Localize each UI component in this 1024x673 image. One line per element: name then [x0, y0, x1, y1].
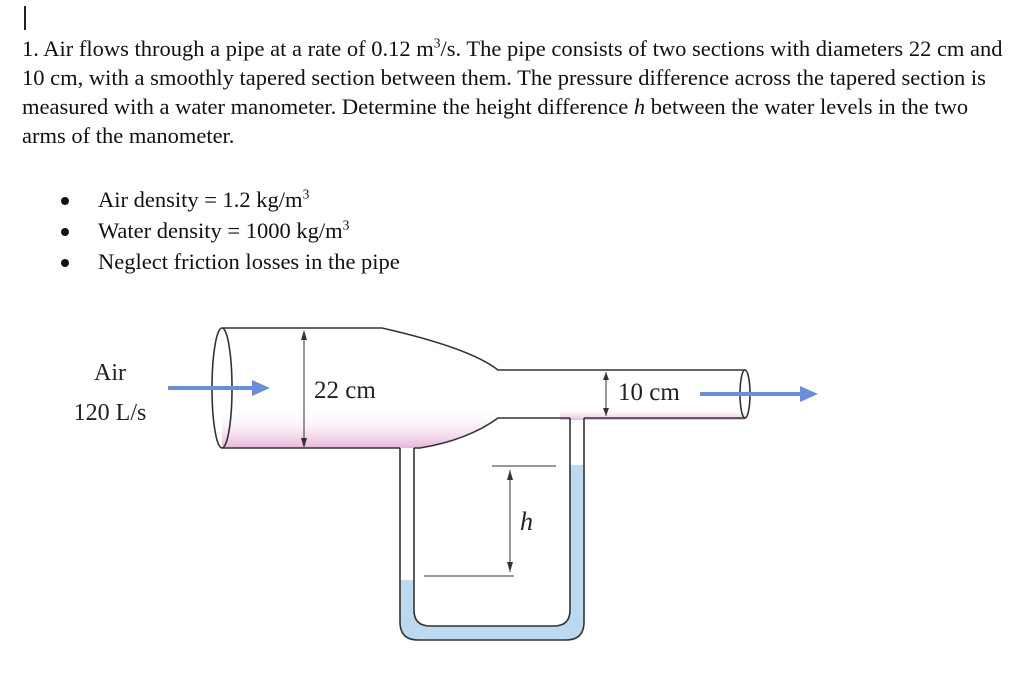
given-text: Air density = 1.2 kg/m [98, 187, 303, 212]
given-sup: 3 [302, 186, 310, 202]
venturi-diagram [0, 300, 1024, 670]
given-text: Neglect friction losses in the pipe [98, 249, 400, 274]
problem-text-2: /s. The pipe consists of two sections with diameters 22 cm and 10 cm, with a smoothly tapered section between them. The pressure difference across the tapered section is measured with a water manometer. Determine the height difference [22, 36, 1003, 119]
problem-sup: 3 [433, 35, 441, 51]
given-sup: 3 [342, 217, 350, 233]
text-cursor [24, 6, 26, 30]
outlet-arrow-head [800, 386, 818, 402]
dim-large-label: 22 cm [314, 377, 376, 404]
inlet-label-air: Air [94, 360, 126, 386]
h-label: h [520, 507, 533, 536]
manometer-water [400, 465, 584, 640]
given-item-water-density [58, 215, 400, 246]
h-dim-arrow-bottom [507, 562, 513, 572]
problem-text-1: Air flows through a pipe at a rate of 0.12 m [43, 36, 434, 61]
manometer-tube-inner [414, 418, 570, 626]
dim-small-label: 10 cm [618, 379, 680, 406]
problem-text-3: between the water levels in the two arms of the manometer. [22, 94, 969, 148]
manometer-tube-outer [400, 418, 584, 640]
problem-statement [22, 34, 1012, 150]
problem-number: 1. [22, 36, 39, 61]
h-dim-arrow-top [507, 470, 513, 480]
given-item-friction [58, 246, 400, 277]
air-flow-shading [222, 408, 498, 448]
dim-large-arrow-top [301, 330, 307, 340]
given-text: Water density = 1000 kg/m [98, 218, 343, 243]
dim-small-arrow-top [603, 372, 609, 380]
given-list [58, 184, 400, 277]
problem-h-variable: h [633, 94, 646, 119]
inlet-label-flow: 120 L/s [73, 400, 147, 426]
given-item-air-density [58, 184, 400, 215]
pipe-outline [222, 328, 745, 370]
inlet-arrow-head [252, 380, 270, 396]
